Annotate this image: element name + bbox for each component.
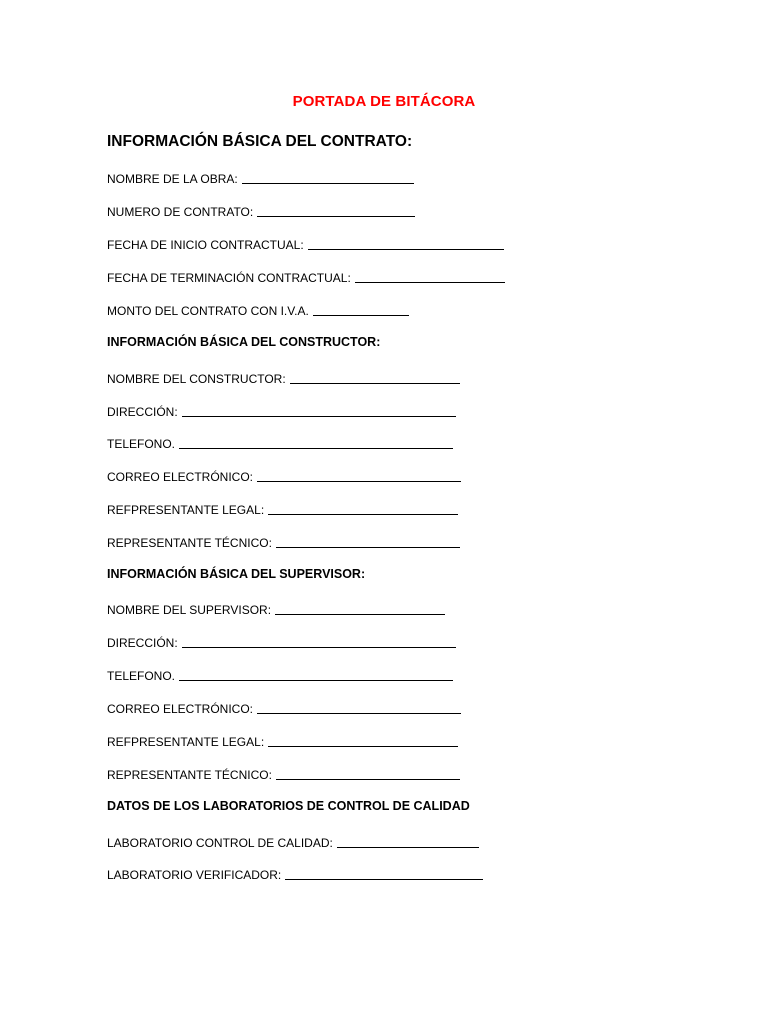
field-label: NOMBRE DE LA OBRA: xyxy=(107,172,238,186)
blank-line xyxy=(355,270,505,283)
field-representante-legal-constructor xyxy=(107,501,458,517)
field-label: DIRECCIÓN: xyxy=(107,405,178,419)
field-fecha-terminacion xyxy=(107,269,505,285)
blank-line xyxy=(268,502,458,515)
field-fecha-inicio xyxy=(107,236,504,252)
blank-line xyxy=(337,835,479,848)
blank-line xyxy=(290,371,460,384)
field-correo-supervisor xyxy=(107,700,461,716)
field-label: REPRESENTANTE TÉCNICO: xyxy=(107,536,272,550)
field-representante-legal-supervisor xyxy=(107,733,458,749)
blank-line xyxy=(275,602,445,615)
blank-line xyxy=(308,237,504,250)
constructor-section-heading: INFORMACIÓN BÁSICA DEL CONSTRUCTOR: xyxy=(107,335,381,349)
field-nombre-constructor xyxy=(107,370,460,386)
blank-line xyxy=(313,303,409,316)
field-telefono-supervisor xyxy=(107,667,453,683)
field-label: CORREO ELECTRÓNICO: xyxy=(107,470,254,484)
field-representante-tecnico-constructor xyxy=(107,534,460,550)
field-label: NOMBRE DEL CONSTRUCTOR: xyxy=(107,372,286,386)
field-numero-contrato xyxy=(107,203,415,219)
blank-line xyxy=(257,204,415,217)
blank-line xyxy=(257,701,461,714)
supervisor-section-heading: INFORMACIÓN BÁSICA DEL SUPERVISOR: xyxy=(107,567,366,581)
field-laboratorio-verificador xyxy=(107,866,483,882)
field-direccion-supervisor xyxy=(107,634,456,650)
field-correo-constructor xyxy=(107,468,461,484)
field-label: NOMBRE DEL SUPERVISOR: xyxy=(107,603,272,617)
field-label: CORREO ELECTRÓNICO: xyxy=(107,702,254,716)
field-label: LABORATORIO CONTROL DE CALIDAD: xyxy=(107,836,333,850)
field-label: NUMERO DE CONTRATO: xyxy=(107,205,254,219)
field-representante-tecnico-supervisor xyxy=(107,766,460,782)
field-nombre-supervisor xyxy=(107,601,445,617)
blank-line xyxy=(242,171,414,184)
blank-line xyxy=(182,404,456,417)
field-label: LABORATORIO VERIFICADOR: xyxy=(107,868,282,882)
field-telefono-constructor xyxy=(107,435,453,451)
field-label: DIRECCIÓN: xyxy=(107,636,178,650)
field-label: REFPRESENTANTE LEGAL: xyxy=(107,735,265,749)
blank-line xyxy=(276,535,460,548)
field-label: FECHA DE TERMINACIÓN CONTRACTUAL: xyxy=(107,271,351,285)
field-label: FECHA DE INICIO CONTRACTUAL: xyxy=(107,238,304,252)
field-nombre-obra xyxy=(107,170,414,186)
field-label: MONTO DEL CONTRATO CON I.V.A. xyxy=(107,304,309,318)
blank-line xyxy=(257,469,461,482)
field-label: REPRESENTANTE TÉCNICO: xyxy=(107,768,272,782)
field-label: TELEFONO. xyxy=(107,437,176,451)
blank-line xyxy=(285,867,483,880)
blank-line xyxy=(268,734,458,747)
field-label: TELEFONO. xyxy=(107,669,176,683)
document-title: PORTADA DE BITÁCORA xyxy=(292,93,476,110)
blank-line xyxy=(182,635,456,648)
laboratories-section-heading: DATOS DE LOS LABORATORIOS DE CONTROL DE CALIDAD xyxy=(107,799,470,813)
blank-line xyxy=(179,436,453,449)
field-label: REFPRESENTANTE LEGAL: xyxy=(107,503,265,517)
field-direccion-constructor xyxy=(107,403,456,419)
blank-line xyxy=(276,767,460,780)
contract-section-heading: INFORMACIÓN BÁSICA DEL CONTRATO: xyxy=(107,133,413,150)
field-laboratorio-control xyxy=(107,834,479,850)
blank-line xyxy=(179,668,453,681)
field-monto-contrato xyxy=(107,302,409,318)
